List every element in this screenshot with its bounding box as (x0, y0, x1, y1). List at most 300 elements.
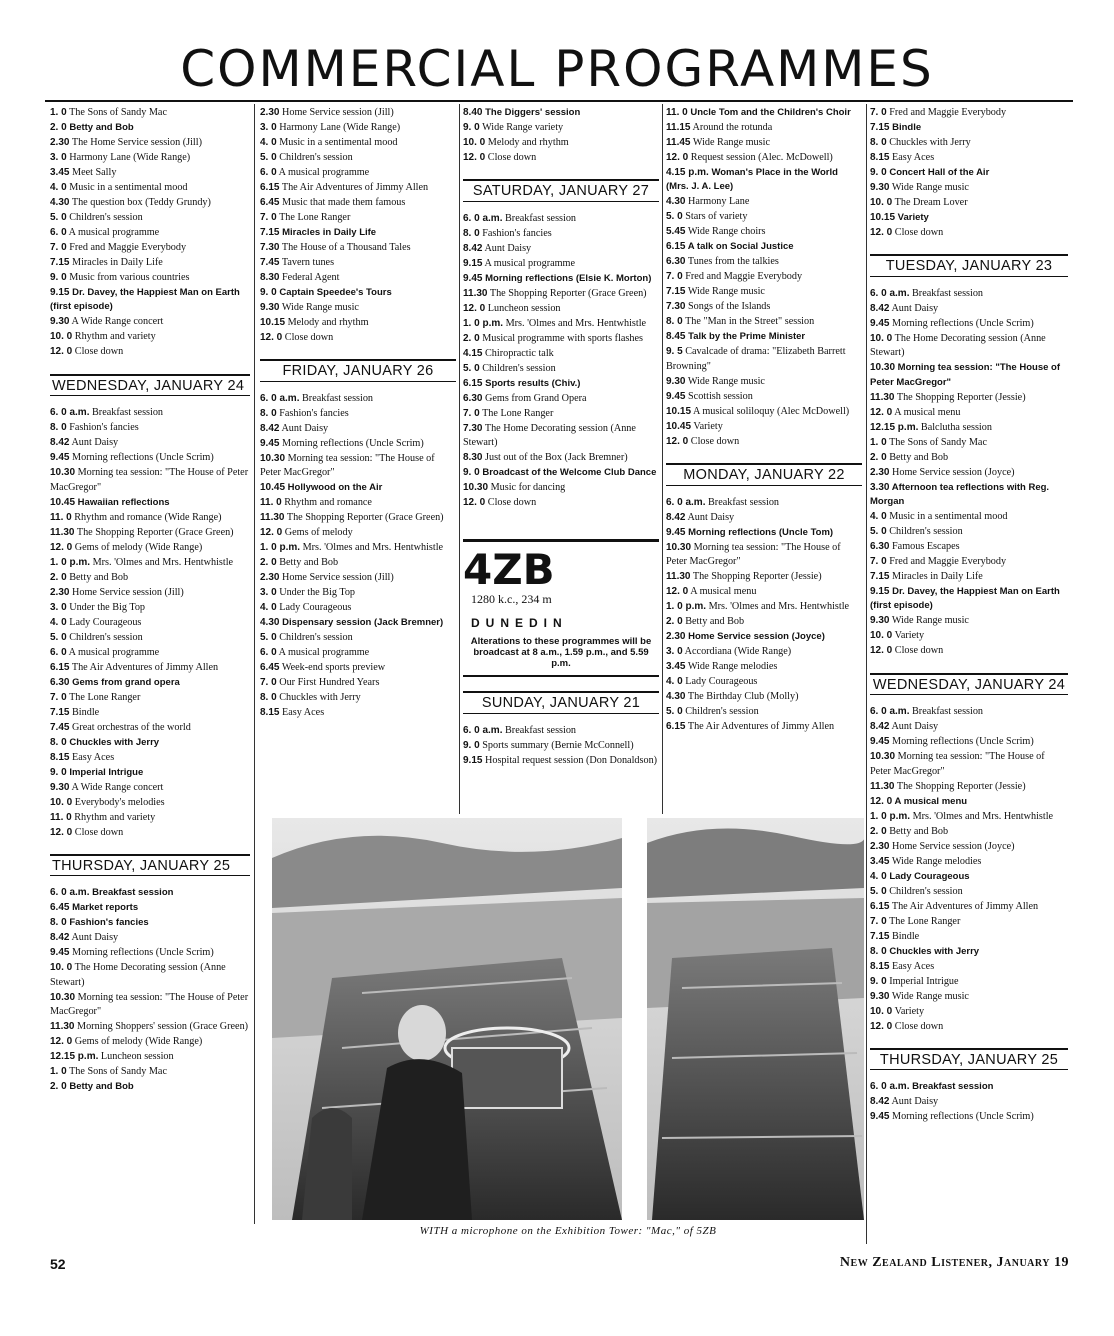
programme-time: 8. 0 (260, 407, 277, 419)
programme-time: 10. 0 (870, 630, 893, 642)
programme-title: Aunt Daisy (891, 1096, 939, 1108)
programme-title: Under the Big Top (279, 587, 356, 599)
programme-time: 4. 0 (666, 676, 683, 688)
programme-title: Morning reflections (Uncle Scrim) (892, 317, 1034, 329)
programme-time: 6.30 (666, 256, 686, 268)
programme-title: Betty and Bob (69, 122, 134, 133)
programme-title: Easy Aces (892, 152, 935, 163)
programme-title: Luncheon session (487, 302, 561, 314)
programme-title: Gems of melody (Wide Range) (74, 541, 203, 553)
programme-time: 9.15 (463, 754, 483, 766)
page-number: 52 (50, 1256, 66, 1272)
programme-title: Morning tea session: "The House of Peter MacGregor" (870, 362, 1060, 388)
programme-entry (870, 705, 1068, 719)
programme-entry (870, 930, 1068, 944)
programme-time: 5. 0 (870, 526, 887, 538)
alterations-note: Alterations to these programmes will be broadcast at 8 a.m., 1.59 p.m., and 5.59 p.m. (470, 636, 652, 670)
programme-entry (463, 362, 659, 376)
programme-time: 2. 0 (463, 332, 480, 344)
programme-entry (50, 646, 250, 660)
programme-time: 1. 0 p.m. (666, 601, 707, 613)
programme-entry (50, 661, 250, 675)
programme-entry (870, 151, 1068, 165)
programme-time: 11.30 (50, 526, 75, 538)
programme-entry (260, 271, 456, 285)
programme-entry (666, 375, 862, 389)
programme-time: 5. 0 (463, 362, 480, 374)
programme-time: 8. 0 (50, 917, 67, 929)
programme-time: 4. 0 (870, 511, 887, 523)
programme-entry (260, 316, 456, 330)
programme-title: The Shopping Reporter (Grace Green) (489, 287, 647, 299)
programme-entry (666, 645, 862, 659)
programme-entry (666, 435, 862, 449)
programme-time: 3. 0 (666, 646, 683, 658)
programme-time: 11.30 (463, 287, 488, 299)
programme-entry (260, 571, 456, 585)
programme-time: 6. 0 a.m. (50, 887, 90, 899)
programme-entry (50, 901, 250, 915)
programme-time: 12. 0 (870, 227, 893, 238)
programme-title: A talk on Social Justice (687, 241, 794, 253)
programme-entry (666, 600, 862, 614)
programme-title: Mrs. 'Olmes and Mrs. Hentwhistle (302, 542, 444, 554)
programme-title: Gems from Grand Opera (485, 392, 587, 404)
programme-title: The Diggers' session (485, 107, 581, 118)
programme-entry (463, 377, 659, 391)
programme-time: 7. 0 (260, 212, 277, 223)
programme-entry (666, 511, 862, 525)
programme-title: Variety (693, 420, 723, 432)
programme-entry (870, 855, 1068, 869)
programme-entry (260, 211, 456, 225)
programme-title: Breakfast session (912, 287, 984, 299)
programme-title: Harmony Lane (688, 196, 750, 208)
programme-time: 9.15 (50, 287, 70, 298)
programme-time: 10.30 (50, 991, 76, 1003)
programme-title: Breakfast session (92, 887, 174, 899)
programme-entry (870, 885, 1068, 899)
programme-time: 6.30 (50, 676, 70, 688)
programme-title: Home Service session (Jill) (72, 586, 184, 598)
programme-title: Fashion's fancies (279, 407, 349, 419)
programme-entry (666, 496, 862, 510)
programme-title: Morning reflections (Uncle Scrim) (72, 452, 214, 464)
programme-time: 2. 0 (50, 122, 67, 133)
programme-time: 12. 0 (870, 645, 893, 657)
programme-entry (870, 1110, 1068, 1124)
programme-title: Lady Courageous (685, 676, 758, 688)
programme-title: Betty and Bob (889, 825, 949, 837)
programme-title: A musical menu (894, 795, 968, 807)
programme-entry (463, 136, 659, 150)
masthead: New Zealand Listener, January 19 (839, 1255, 1069, 1270)
programme-entry (870, 585, 1068, 614)
programme-entry (50, 616, 250, 630)
programme-title: Miracles in Daily Life (892, 571, 983, 583)
programme-time: 7.15 (50, 706, 70, 718)
programme-entry (666, 315, 862, 329)
day-heading: WEDNESDAY, JANUARY 24 (50, 374, 250, 396)
programme-entry (870, 570, 1068, 584)
programme-title: Meet Sally (72, 167, 117, 178)
programme-entry (50, 1020, 250, 1034)
programme-time: 9.45 (666, 390, 686, 402)
programme-time: 6. 0 (50, 646, 67, 658)
programme-time: 4. 0 (50, 182, 67, 193)
programme-time: 7.15 (870, 571, 890, 583)
programme-time: 9.30 (50, 316, 70, 328)
programme-entry (50, 226, 250, 240)
programme-title: Around the rotunda (692, 122, 773, 133)
programme-entry (260, 136, 456, 150)
programme-title: Morning reflections (Uncle Scrim) (892, 1111, 1034, 1123)
programme-time: 11.30 (50, 1021, 75, 1033)
programme-time: 2. 0 (260, 557, 277, 569)
programme-entry (870, 810, 1068, 824)
programme-entry (666, 390, 862, 404)
programme-time: 12. 0 (666, 586, 689, 598)
programme-entry (870, 840, 1068, 854)
programme-title: Miracles in Daily Life (72, 257, 163, 268)
programme-entry (50, 406, 250, 420)
programme-time: 8.15 (870, 152, 890, 163)
programme-entry (666, 420, 862, 434)
programme-title: Harmony Lane (Wide Range) (69, 152, 191, 163)
programme-time: 9. 0 (50, 766, 67, 778)
programme-time: 12.15 p.m. (50, 1051, 99, 1063)
programme-title: Wide Range variety (482, 122, 564, 133)
station-frequency (471, 592, 568, 631)
programme-entry (463, 242, 659, 256)
programme-time: 9.30 (870, 990, 890, 1002)
programme-title: Gems from grand opera (72, 676, 180, 688)
programme-time: 9.30 (870, 615, 890, 627)
programme-entry (260, 226, 456, 240)
programme-title: Gems of melody (284, 527, 353, 539)
programme-title: Easy Aces (892, 960, 935, 972)
programme-time: 12. 0 (50, 1036, 73, 1048)
programme-time: 1. 0 p.m. (50, 556, 91, 568)
programme-time: 11. 0 (50, 811, 72, 823)
programme-entry (870, 121, 1068, 135)
programme-time: 7.15 (870, 930, 890, 942)
programme-title: A Wide Range concert (71, 316, 164, 328)
programme-time: 10.30 (666, 541, 692, 553)
programme-title: Morning tea session: "The House of Peter MacGregor" (666, 541, 841, 568)
programme-entry (260, 181, 456, 195)
programme-title: Variety (894, 1005, 925, 1017)
programme-title: Morning reflections (Uncle Tom) (688, 526, 834, 538)
programme-entry (870, 332, 1068, 361)
programme-time: 9. 0 (463, 739, 480, 751)
programme-time: 12. 0 (870, 1020, 893, 1032)
programme-entry (666, 330, 862, 344)
programme-time: 6.45 (260, 197, 280, 208)
programme-entry (463, 739, 659, 753)
programme-title: Children's session (889, 526, 963, 538)
programme-title: Wide Range music (687, 375, 765, 387)
programme-entry (50, 946, 250, 960)
programme-title: The House of a Thousand Tales (281, 242, 411, 253)
programme-title: Morning reflections (Uncle Scrim) (892, 736, 1034, 748)
programme-entry (50, 451, 250, 465)
programme-time: 5. 0 (666, 706, 683, 718)
programme-title: Music from various countries (69, 272, 190, 283)
programme-time: 6. 0 a.m. (463, 212, 503, 224)
programme-entry (50, 181, 250, 195)
programme-title: The Home Decorating session (Anne Stewart) (50, 962, 226, 988)
page-title: COMMERCIAL PROGRAMMES (180, 40, 934, 98)
programme-time: 3. 0 (50, 152, 67, 163)
programme-time: 6. 0 a.m. (870, 706, 910, 718)
programme-entry (870, 629, 1068, 643)
programme-title: Gems of melody (Wide Range) (74, 1036, 203, 1048)
programme-title: Week-end sports preview (281, 662, 386, 674)
programme-time: 12. 0 (463, 302, 486, 314)
programme-time: 9. 0 (50, 272, 67, 283)
programme-title: Wide Range music (891, 615, 969, 627)
programme-entry (463, 151, 659, 165)
programme-title: Mrs. 'Olmes and Mrs. Hentwhistle (92, 556, 234, 568)
programme-entry (260, 631, 456, 645)
programme-time: 8.42 (260, 422, 280, 434)
programme-entry (50, 256, 250, 270)
programme-time: 3.45 (666, 661, 686, 673)
programme-entry (260, 496, 456, 510)
programme-entry (666, 526, 862, 540)
programme-entry (666, 690, 862, 704)
programme-entry (870, 391, 1068, 405)
programme-time: 5. 0 (666, 211, 683, 223)
programme-entry (260, 301, 456, 315)
programme-time: 8. 0 (50, 736, 67, 748)
programme-title: The Birthday Club (Molly) (687, 691, 799, 703)
programme-title: Songs of the Islands (688, 301, 771, 313)
programme-time: 10.45 (50, 496, 76, 508)
programme-time: 6.45 (260, 662, 280, 674)
programme-time: 12. 0 (666, 435, 689, 447)
programme-title: Children's session (69, 212, 143, 223)
programme-time: 10. 0 (50, 796, 73, 808)
programme-title: Hollywood on the Air (287, 482, 383, 494)
programme-title: Mrs. 'Olmes and Mrs. Hentwhistle (912, 810, 1054, 822)
programme-entry (666, 240, 862, 254)
programme-entry (870, 870, 1068, 884)
programme-entry (50, 211, 250, 225)
programme-title: Breakfast session (92, 407, 164, 419)
programme-title: A musical soliloquy (Alec McDowell) (693, 405, 850, 417)
programme-time: 6.30 (463, 392, 483, 404)
programme-entry (50, 1035, 250, 1049)
programme-title: Morning reflections (Uncle Scrim) (72, 947, 214, 959)
programme-title: Balclutha session (920, 421, 992, 433)
programme-column-3 (463, 106, 659, 769)
programme-time: 9.15 (870, 586, 890, 598)
programme-entry (260, 526, 456, 540)
programme-time: 7. 0 (50, 242, 67, 253)
programme-entry (50, 601, 250, 615)
programme-time: 2.30 (50, 137, 70, 148)
exhibition-tower-photo (272, 818, 864, 1220)
programme-title: Music for dancing (490, 482, 566, 494)
programme-entry (50, 241, 250, 255)
programme-entry (463, 407, 659, 421)
programme-title: The Shopping Reporter (Jessie) (896, 780, 1026, 792)
programme-entry (463, 257, 659, 271)
programme-time: 2.30 (50, 586, 70, 598)
programme-time: 7.15 (666, 286, 686, 298)
programme-title: Harmony Lane (Wide Range) (279, 122, 401, 133)
programme-time: 8.30 (260, 272, 280, 283)
programme-time: 8.30 (463, 452, 483, 464)
day-heading: WEDNESDAY, JANUARY 24 (870, 673, 1068, 695)
programme-entry (870, 975, 1068, 989)
programme-title: Mrs. 'Olmes and Mrs. Hentwhistle (505, 317, 647, 329)
programme-title: Morning tea session: "The House of Peter MacGregor" (260, 452, 435, 479)
programme-time: 5. 0 (50, 631, 67, 643)
programme-entry (870, 960, 1068, 974)
programme-entry (50, 571, 250, 585)
programme-title: Morning tea session: "The House of Peter MacGregor" (50, 467, 249, 493)
programme-time: 6. 0 a.m. (463, 724, 503, 736)
programme-entry (463, 392, 659, 406)
programme-entry (50, 436, 250, 450)
programme-entry (870, 226, 1068, 240)
programme-title: Breakfast session (505, 724, 577, 736)
programme-entry (870, 421, 1068, 435)
programme-entry (260, 106, 456, 120)
programme-title: Breakfast session (708, 496, 780, 508)
station-callsign: 4ZB (463, 544, 555, 594)
programme-time: 9. 0 (260, 287, 277, 298)
programme-title: Bindle (72, 706, 100, 718)
programme-title: Sports results (Chiv.) (485, 377, 581, 389)
programme-time: 6. 0 a.m. (50, 407, 90, 419)
programme-time: 5.45 (666, 226, 686, 238)
programme-title: Bindle (892, 122, 922, 133)
programme-time: 10.45 (260, 482, 286, 494)
photo-caption: WITH a microphone on the Exhibition Tower: "Mac," of 5ZB (419, 1225, 717, 1237)
programme-time: 8. 0 (870, 137, 887, 148)
programme-entry (463, 302, 659, 316)
programme-time: 8.42 (463, 242, 483, 254)
column-divider (866, 104, 867, 1244)
programme-entry (463, 227, 659, 241)
programme-entry (260, 256, 456, 270)
programme-entry (50, 931, 250, 945)
programme-title: Music in a sentimental mood (889, 511, 1008, 523)
programme-entry (260, 661, 456, 675)
programme-time: 5. 0 (870, 885, 887, 897)
programme-title: The Shopping Reporter (Jessie) (692, 571, 822, 583)
programme-title: Wide Range music (687, 286, 765, 298)
programme-title: A musical menu (894, 406, 961, 418)
programme-time: 8.42 (50, 437, 70, 449)
programme-entry (50, 511, 250, 525)
programme-entry (260, 196, 456, 210)
programme-time: 5. 0 (50, 212, 67, 223)
programme-time: 11.30 (870, 780, 895, 792)
programme-title: Musical programme with sports flashes (482, 332, 643, 344)
programme-time: 10. 0 (50, 331, 73, 343)
programme-title: Aunt Daisy (71, 437, 119, 449)
programme-title: Morning reflections (Elsie K. Morton) (485, 272, 652, 284)
programme-time: 6.15 (50, 661, 70, 673)
programme-time: 2.30 (260, 107, 280, 118)
programme-entry (870, 302, 1068, 316)
programme-entry (870, 287, 1068, 301)
programme-entry (870, 1080, 1068, 1094)
programme-time: 4.30 (50, 197, 70, 208)
programme-entry (666, 210, 862, 224)
programme-time: 7.45 (260, 257, 280, 268)
programme-time: 10.45 (666, 420, 692, 432)
programme-entry (666, 136, 862, 150)
programme-entry (50, 766, 250, 780)
programme-title: Children's session (685, 706, 759, 718)
programme-time: 7. 0 (50, 691, 67, 703)
programme-title: Captain Speedee's Tours (279, 287, 392, 298)
programme-time: 6.45 (50, 902, 70, 914)
programme-entry (50, 196, 250, 210)
programme-time: 10.15 (260, 317, 286, 328)
programme-title: Dr. Davey, the Happiest Man on Earth (first episode) (50, 287, 240, 313)
programme-time: 9.30 (260, 302, 280, 313)
programme-title: Morning reflections (Uncle Scrim) (282, 437, 424, 449)
programme-entry (50, 631, 250, 645)
title-rule (45, 100, 1073, 102)
programme-title: Scottish session (688, 390, 753, 402)
column-divider (662, 104, 663, 814)
programme-column-1 (50, 106, 250, 1095)
programme-title: Variety (897, 212, 929, 223)
programme-time: 9.45 (260, 437, 280, 449)
programme-time: 9. 0 (870, 975, 887, 987)
programme-title: Music in a sentimental mood (279, 137, 398, 148)
programme-time: 2. 0 (666, 616, 683, 628)
programme-time: 11.30 (666, 571, 691, 583)
programme-entry (870, 990, 1068, 1004)
programme-time: 7.15 (870, 122, 890, 133)
programme-entry (50, 796, 250, 810)
programme-entry (870, 750, 1068, 779)
programme-title: Breakfast session (912, 1081, 994, 1093)
programme-time: 8. 0 (870, 945, 887, 957)
programme-entry (666, 121, 862, 135)
programme-title: A musical programme (68, 646, 160, 658)
programme-entry (50, 1080, 250, 1094)
programme-entry (870, 361, 1068, 390)
programme-entry (50, 781, 250, 795)
programme-entry (50, 496, 250, 510)
programme-title: The Air Adventures of Jimmy Allen (891, 900, 1039, 912)
programme-time: 6. 0 a.m. (870, 1081, 910, 1093)
programme-entry (260, 241, 456, 255)
programme-entry (50, 121, 250, 135)
programme-time: 8.40 (463, 107, 483, 118)
programme-title: Morning tea session: "The House of Peter MacGregor" (870, 751, 1045, 777)
programme-title: Afternoon tea reflections with Reg. Morgan (870, 481, 1050, 508)
programme-time: 7.30 (666, 301, 686, 313)
programme-entry (870, 317, 1068, 331)
programme-time: 9.30 (50, 781, 70, 793)
programme-title: Tavern tunes (281, 257, 335, 268)
programme-title: Close down (74, 826, 124, 838)
programme-entry (463, 496, 659, 510)
programme-title: Fred and Maggie Everybody (889, 556, 1007, 568)
programme-time: 7. 0 (666, 271, 683, 283)
